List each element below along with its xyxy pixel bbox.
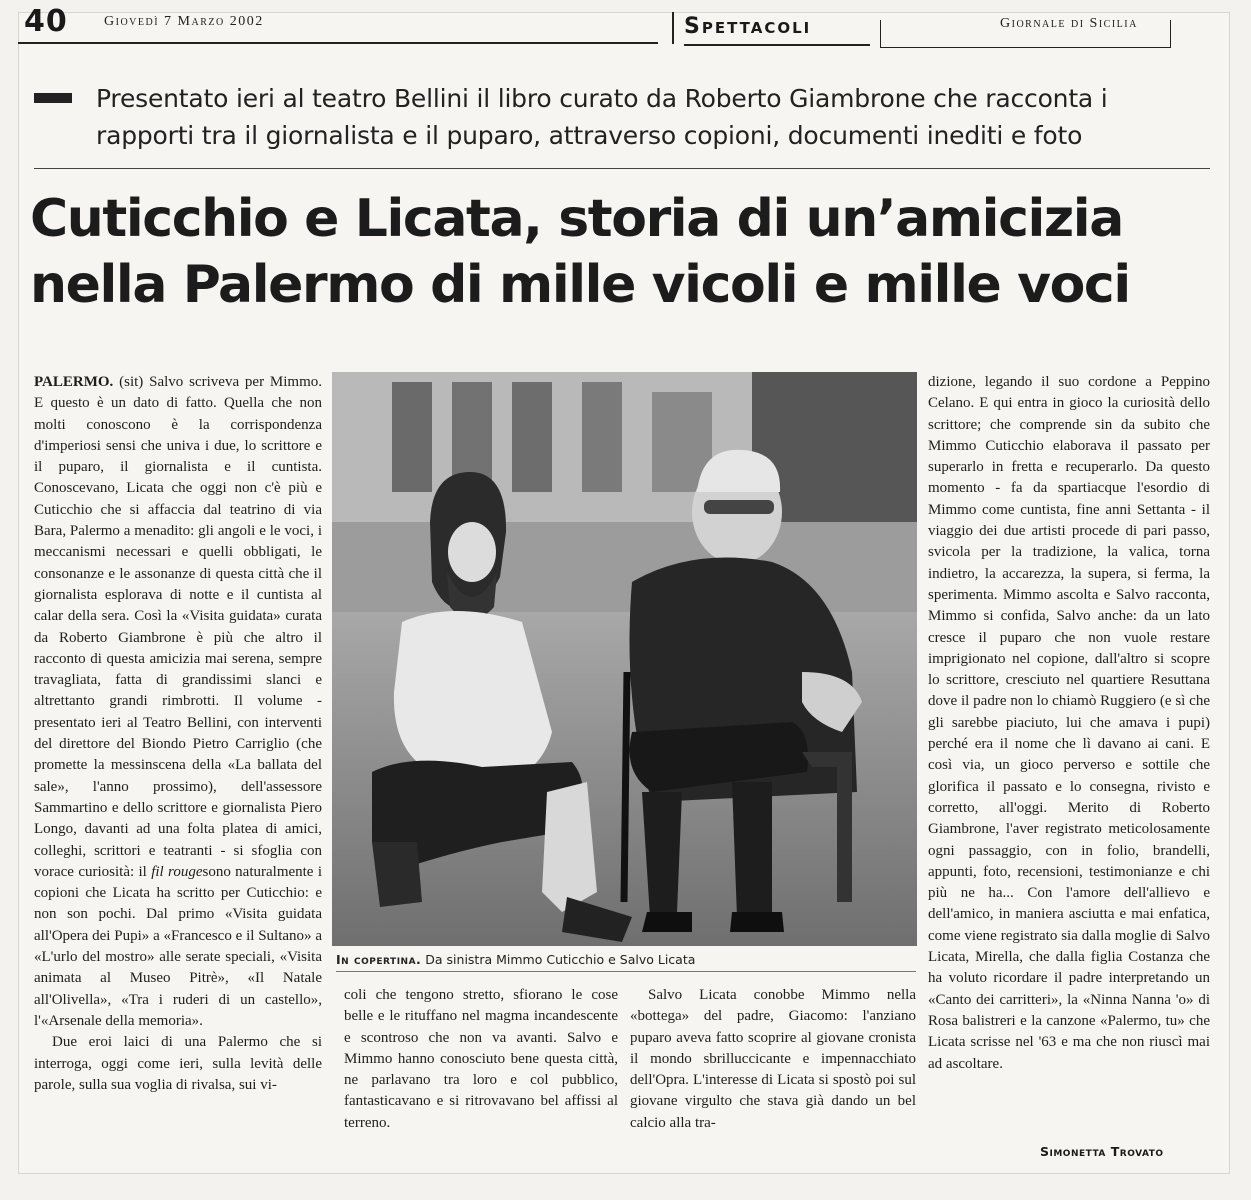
article-text: (sit) Salvo scriveva per Mimmo. E questo è un dato di fatto. Quella che non molti conoscono è la corrispondenza d'imperiosi sensi che univa i due, lo scrittore e il puparo, il giornalista e il cuntista. Conoscevano, Licata che oggi non c'è più e Cuticchio che si affaccia dal teatrino di via Bara, Palermo a menadito: gli angoli e le voci, i meccanismi necessari e quelli obbligati, le consonanze e le assonanze di questa città che il giornalista esplorava di notte e il cuntista al calar della sera. Così la «Visita guidata» curata da Roberto Giambrone è più che altro il racconto di questa amicizia mai serena, sempre travagliata, fatta di grandissimi slanci e altrettanto grandi rimbrotti. Il volume - presentato ieri al Teatro Bellini, con interventi del direttore del Biondo Pietro Carriglio (che promette la messinscena della «La ballata del sale», l'anno prossimo), dell'assessore Sammartino e dello scrittore e giornalista Piero Longo, davanti ad una folta platea di amici, colleghi, scrittori e teatranti - si sfoglia con vorace curiosità: il [34, 374, 322, 880]
caption-text: Da sinistra Mimmo Cuticchio e Salvo Licata [425, 952, 696, 967]
dateline: PALERMO. [34, 374, 114, 390]
article-paragraph [34, 372, 322, 1032]
headline-line-1: Cuticchio e Licata, storia di un’amicizia [30, 189, 1123, 249]
article-italic-phrase: fil rouge [151, 863, 203, 880]
article-paragraph: dizione, legando il suo cordone a Peppino Celano. E qui entra in gioco la curiosità dello scrittore; che comprende sin da subito che Mimmo Cuticchio elaborava il passato per superarlo in fretta e recuperarlo. Da questo momento - fa da spartiacque l'esordio di Mimmo come cuntista, fine anni Settanta - il viaggio dei due artisti procede di pari passo, svicola per la tradizione, la valica, torna indietro, la accarezza, la supera, si ferma, la sperimenta. Mimmo ascolta e Salvo racconta, Mimmo si confida, Salvo anche: da un lato cresce il puparo che non vuole restare imprigionato nel copione, dall'altro si scopre lo scrittore, cresciuto nel quartiere Resuttana dove il padre non lo chiamò Ruggiero (e sì che gli sarebbe piaciuto, lui che amava i pupi) perché era il nome che lì davano ai cani. E così via, un gioco perverso e sottile che glorifica il passato e lo consegna, rivisto e corretto, all'oggi. Merito di Roberto Giambrone, l'aver registrato meticolosamente ogni passaggio, con in folio, brandelli, appunti, foto, recensioni, testimonianze e chi più ne ha... Con l'amore dell'allievo e dell'amico, in maniera asciutta e mai enfatica, come viene registrato sia dalla moglie di Salvo Licata, Mirella, che dalla figlia Costanza che ha voluto ricordare il padre interpretando un «Canto dei carritteri», la «Ninna Nanna 'o» di Rosa balistreri e la canzone «Palermo, tu» che Licata scrisse nel '63 e ma che non riuscì mai ad ascoltare. [928, 374, 1210, 1072]
issue-date: Giovedì 7 Marzo 2002 [104, 14, 264, 29]
byline: Simonetta Trovato [1040, 1144, 1164, 1159]
newspaper-underline [880, 47, 1170, 48]
headline [30, 186, 1220, 318]
kicker-rule [34, 168, 1210, 169]
article-paragraph: Salvo Licata conobbe Mimmo nella «bottega» del padre, Giacomo: l'anziano puparo aveva fatto scoprire al giovane cronista il mondo sbrilluccicante e impennacchiato dell'Opra. L'interesse di Licata si spostò poi sul giovane virgulto che stava già dando un bel calcio alla tra- [630, 987, 916, 1131]
header-divider [672, 12, 674, 44]
article-column-3 [630, 985, 916, 1134]
section-name: Spettacoli [684, 14, 812, 39]
caption-tag: In copertina. [336, 952, 422, 967]
kicker: Presentato ieri al teatro Bellini il libro curato da Roberto Giambrone che racconta i rapporti tra il giornalista e il puparo, attraverso copioni, documenti inediti e foto [96, 84, 1108, 150]
article-text: sono naturalmente i copioni che Licata ha scritto per Cuticchio: e non son pochi. Dal primo «Visita guidata all'Opera dei Pupi» a «Francesco e il Sultano» a «L'urlo del mostro» alle serate speciali, «Visita animata al Museo Pitrè», «Il Natale all'Olivella», «Tra i ruderi di un castello», l'«Arsenale della memoria». [34, 863, 322, 1029]
article-column-4 [928, 372, 1210, 1075]
newspaper-name: Giornale di Sicilia [1000, 16, 1138, 31]
photo-caption [336, 952, 916, 967]
headline-line-2: nella Palermo di mille vicoli e mille voci [30, 255, 1130, 315]
page-number: 40 [24, 4, 68, 39]
header-rule [18, 42, 658, 44]
section-underline [684, 44, 870, 46]
article-column-1 [34, 372, 322, 1096]
article-paragraph: Due eroi laici di una Palermo che si interroga, oggi come ieri, sulla levità delle parole, sulla sua voglia di rivalsa, sui vi- [34, 1034, 322, 1093]
caption-rule [336, 971, 916, 972]
article-photo [332, 372, 917, 946]
header-divider [1170, 20, 1171, 48]
header-divider [880, 20, 881, 48]
article-column-2 [344, 985, 618, 1134]
article-paragraph: coli che tengono stretto, sfiorano le cose belle e le rituffano nel magma incandescente e scontroso che non va avanti. Salvo e Mimmo hanno conosciuto bene questa città, ne parlavano tra loro e col pubblico, fantasticavano e si ritrovavano bel affissi al terreno. [344, 987, 618, 1131]
kicker-bullet [34, 93, 72, 103]
photo-illustration [332, 372, 917, 946]
